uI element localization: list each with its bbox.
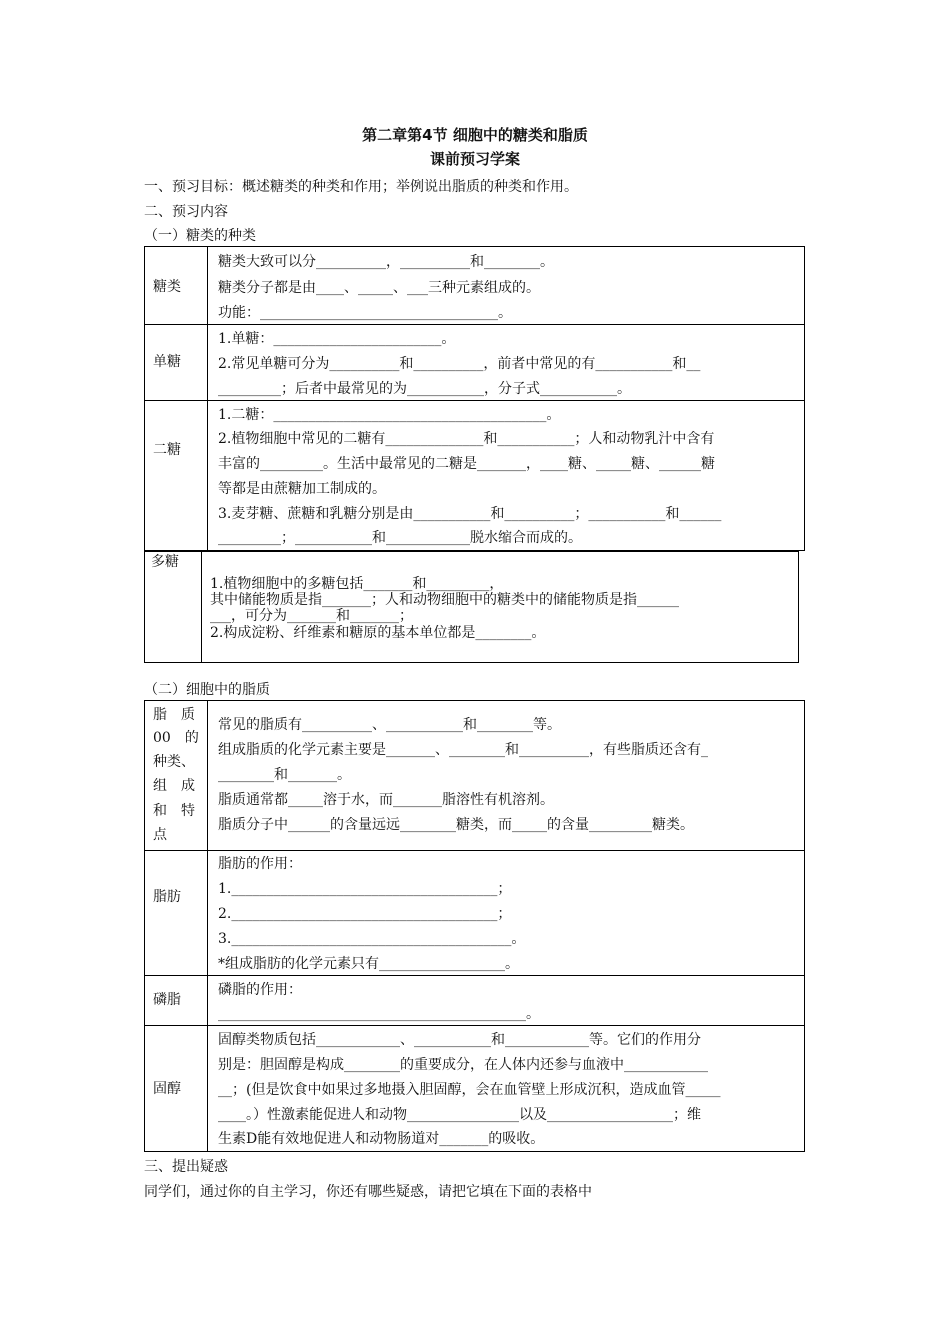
content-heading: 二、预习内容 (144, 204, 228, 220)
di-line-4: 等都是由蔗糖加工制成的。 (218, 481, 386, 497)
page-subtitle: 课前预习学案 (429, 150, 520, 168)
fat-line-4: 3.________________________________________。 (218, 931, 526, 947)
sterol-line-2: 别是：胆固醇是构成________的重要成分，在人体内还参与血液中____________ (218, 1057, 708, 1073)
sterol-line-4: ____。）性激素能促进人和动物________________以及__________________；维 (218, 1107, 701, 1123)
sugar-line-2: 糖类分子都是由____、_____、___三种元素组成的。 (218, 280, 540, 296)
di-line-2: 2.植物细胞中常见的二糖有______________和___________；人和动物乳汁中含有 (218, 431, 715, 447)
sugar-table-row-line (144, 324, 805, 325)
poly-table-divider (201, 551, 202, 663)
poly-line-3: ___，可分为_______和_______； (210, 608, 413, 624)
sugar-heading: （一）糖类的种类 (144, 228, 256, 244)
lipid-table-row-line (144, 850, 805, 851)
lipid-label-line-5: 和 特 (153, 803, 195, 819)
lipid-heading: （二）细胞中的脂质 (144, 682, 270, 698)
sterol-line-3: __；(但是饮食中如果过多地摄入胆固醇，会在血管壁上形成沉积，造成血管_____ (218, 1082, 721, 1098)
fat-line-3: 2.______________________________________； (218, 906, 512, 922)
questions-text: 同学们，通过你的自主学习，你还有哪些疑惑，请把它填在下面的表格中 (144, 1184, 592, 1200)
mono-line-3: _________；后者中最常见的为___________，分子式___________。 (218, 381, 631, 397)
sugar-line-1: 糖类大致可以分__________，__________和________。 (218, 254, 554, 270)
row-label-monosaccharide: 单糖 (153, 354, 181, 370)
sterol-line-5: 生素D能有效地促进人和动物肠道对_______的吸收。 (218, 1131, 545, 1147)
fat-line-2: 1.______________________________________； (218, 881, 512, 897)
page-title: 第二章第4节 细胞中的糖类和脂质 (362, 126, 588, 144)
lipid-table-row-line (144, 1025, 805, 1026)
lipid-table-divider (207, 700, 208, 1152)
poly-line-4: 2.构成淀粉、纤维素和糖原的基本单位都是________。 (210, 625, 546, 641)
lipid-line-5: 脂质分子中______的含量远远________糖类，而_____的含量_________糖类。 (218, 817, 694, 833)
row-label-disaccharide: 二糖 (153, 442, 181, 458)
di-line-6: _________；___________和____________脱水缩合而成的。 (218, 530, 582, 546)
lipid-table-row-line (144, 975, 805, 976)
fat-line-1: 脂肪的作用： (218, 856, 302, 872)
lipid-label-line-6: 点 (153, 827, 167, 843)
row-label-sterol: 固醇 (153, 1081, 181, 1097)
di-line-5: 3.麦芽糖、蔗糖和乳糖分别是由___________和__________；___________和______ (218, 506, 722, 522)
lipid-line-4: 脂质通常都_____溶于水，而_______脂溶性有机溶剂。 (218, 792, 554, 808)
lipid-line-1: 常见的脂质有__________、___________和________等。 (218, 717, 561, 733)
mono-line-1: 1.单糖：________________________。 (218, 331, 456, 347)
phospho-line-2: ____________________________________________。 (218, 1006, 540, 1022)
di-line-3: 丰富的_________。生活中最常见的二糖是_______，____糖、_____糖、______糖 (218, 456, 715, 472)
phospho-line-1: 磷脂的作用： (218, 982, 302, 998)
row-label-sugar: 糖类 (153, 279, 181, 295)
lipid-line-3: ________和_______。 (218, 767, 351, 783)
row-label-phospholipid: 磷脂 (153, 992, 181, 1008)
sugar-line-3: 功能：__________________________________。 (218, 305, 512, 321)
preview-goal: 一、预习目标：概述糖类的种类和作用；举例说出脂质的种类和作用。 (144, 179, 578, 195)
poly-line-2: 其中储能物质是指_______；人和动物细胞中的糖类中的储能物质是指______ (210, 592, 679, 608)
di-line-1: 1.二糖：_______________________________________。 (218, 407, 561, 423)
sugar-table-row-line (144, 400, 805, 401)
lipid-label-line-2: 00 的 (153, 730, 199, 746)
row-label-polysaccharide: 多糖 (151, 554, 179, 570)
sugar-table-divider (207, 246, 208, 551)
row-label-fat: 脂肪 (153, 889, 181, 905)
mono-line-2: 2.常见单糖可分为__________和__________，前者中常见的有___________和__ (218, 356, 701, 372)
fat-line-5: *组成脂肪的化学元素只有__________________。 (218, 956, 519, 972)
questions-heading: 三、提出疑惑 (144, 1159, 228, 1175)
poly-line-1: 1.植物细胞中的多糖包括_______和_________， (210, 576, 504, 592)
lipid-label-line-4: 组 成 (153, 778, 195, 794)
lipid-label-line-1: 脂 质 (153, 707, 195, 723)
sterol-line-1: 固醇类物质包括____________、___________和____________等。它们的作用分 (218, 1032, 701, 1048)
lipid-line-2: 组成脂质的化学元素主要是_______、________和__________，有些脂质还含有_ (218, 742, 708, 758)
lipid-label-line-3: 种类、 (153, 754, 195, 770)
